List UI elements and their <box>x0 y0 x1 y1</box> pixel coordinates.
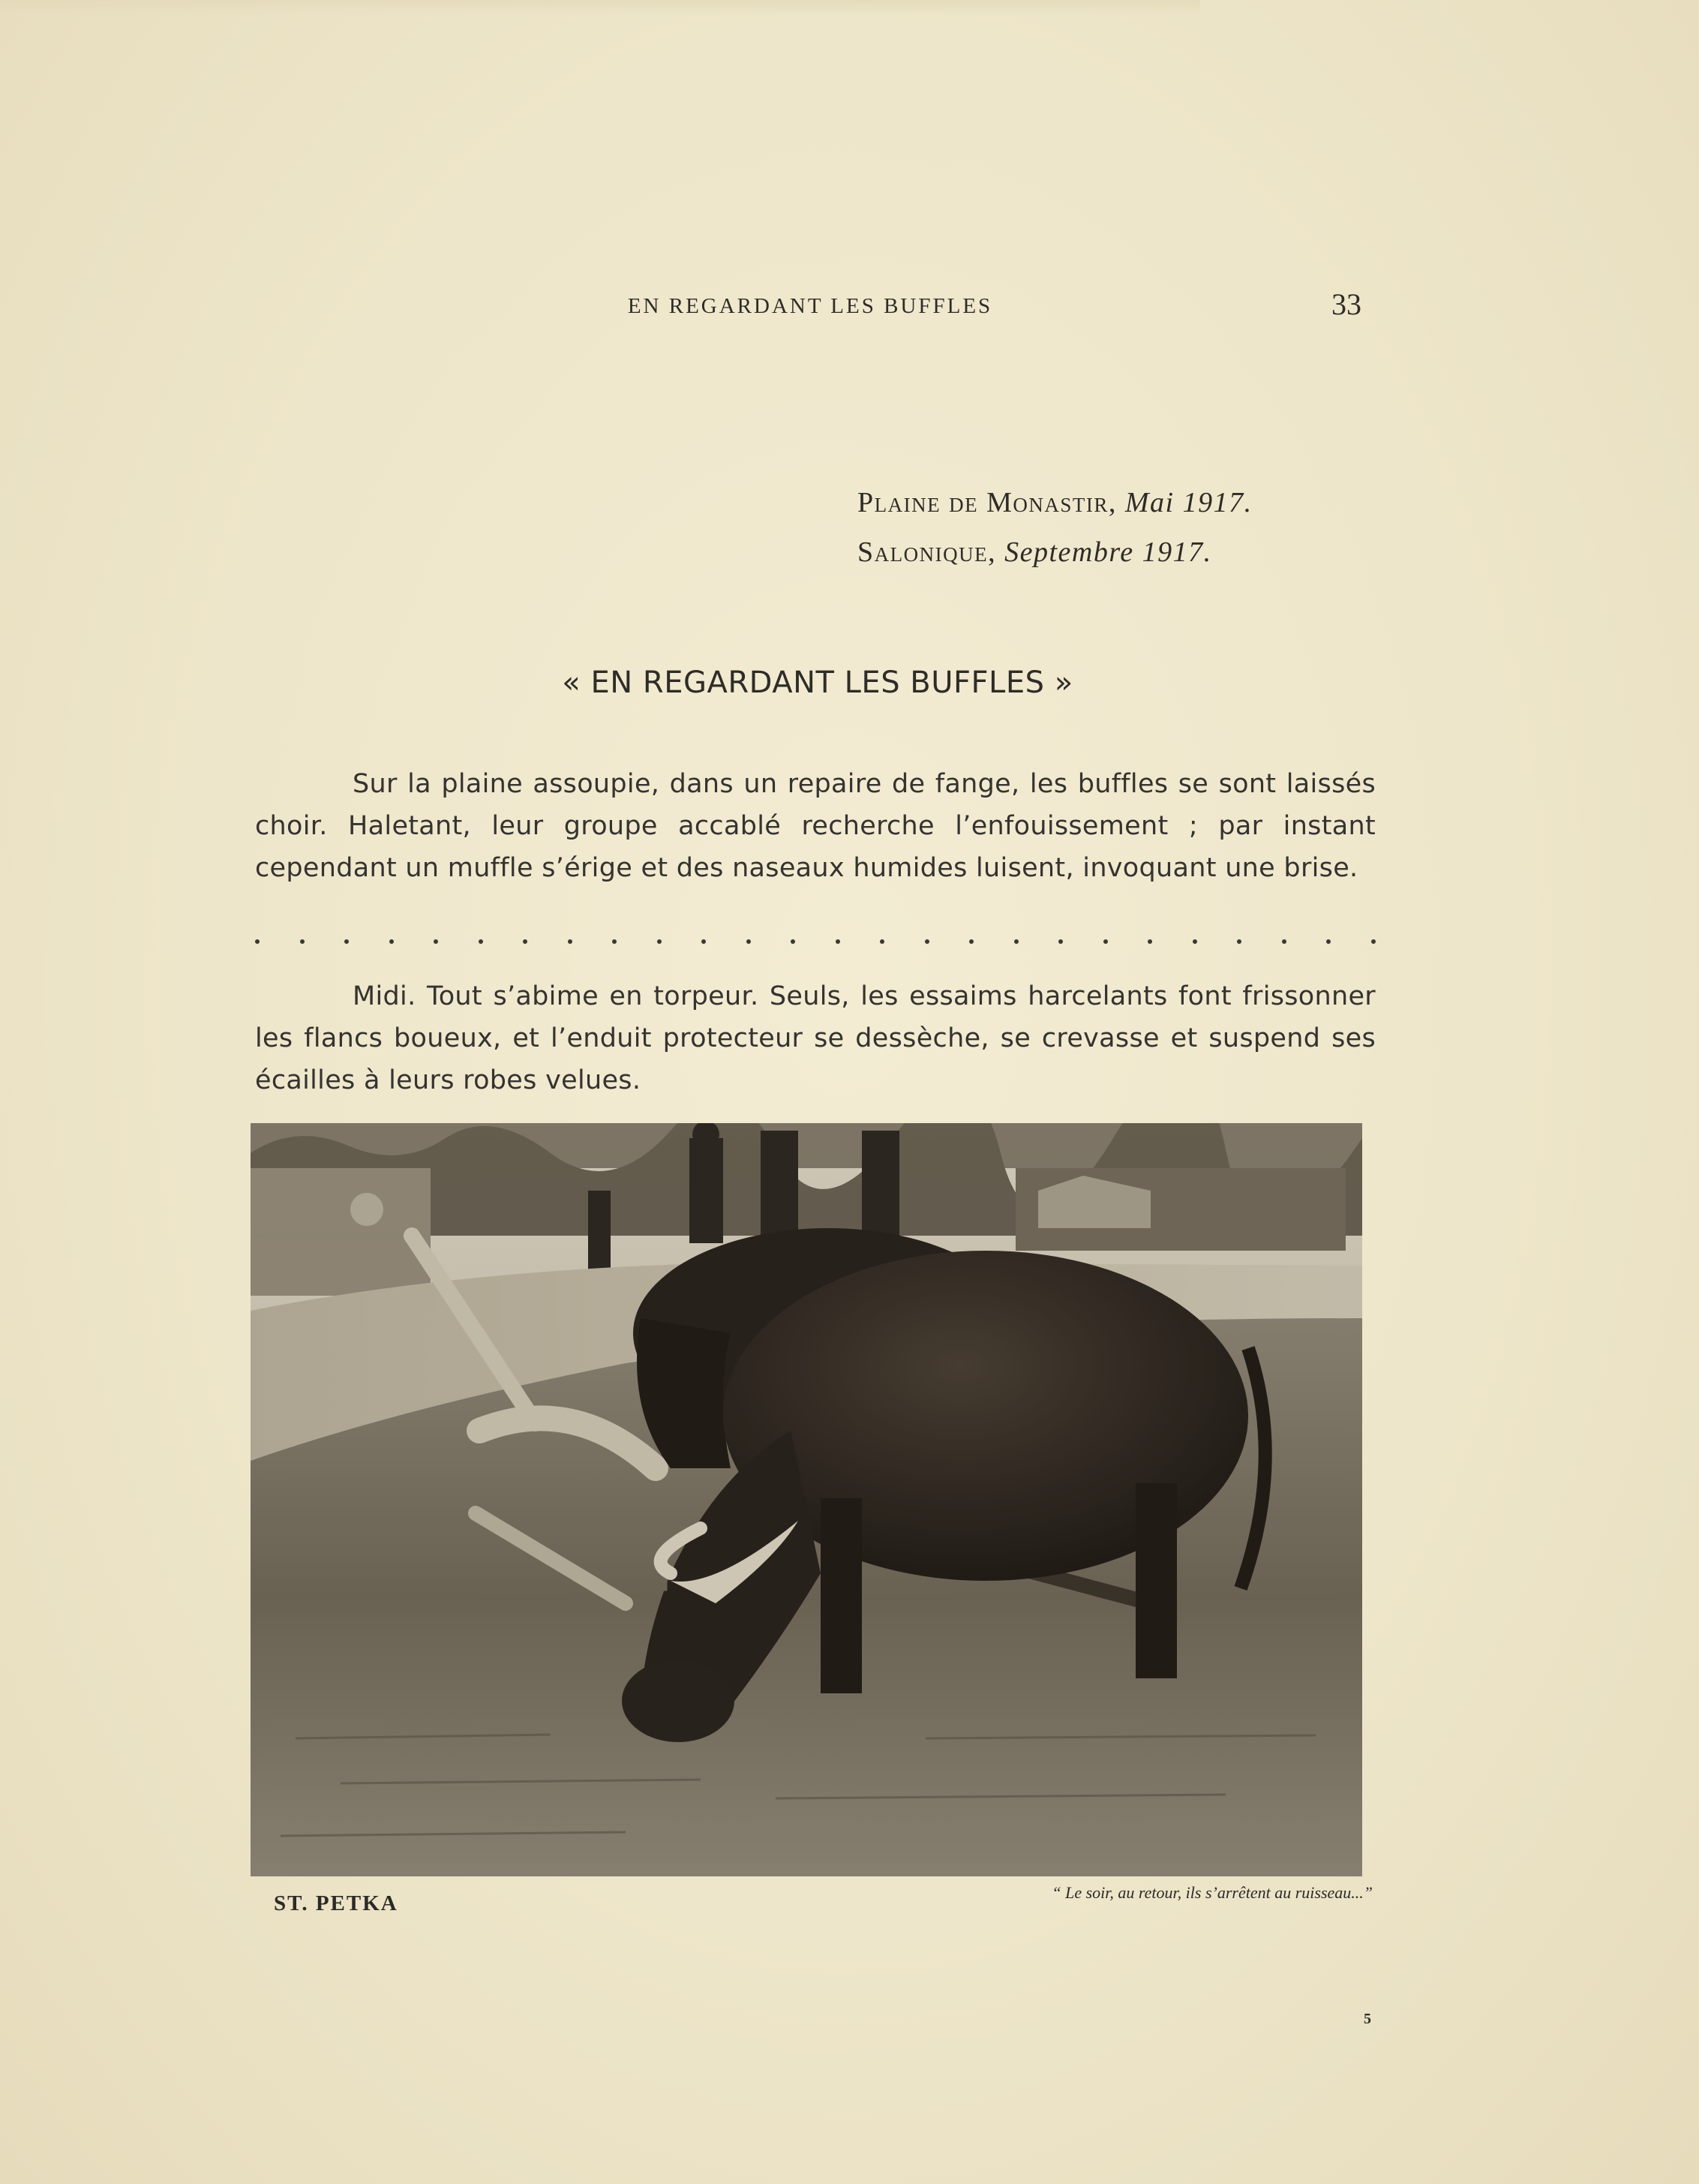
ellipsis-dot <box>479 939 483 944</box>
ellipsis-dot <box>1282 939 1286 944</box>
photograph-water-buffaloes <box>251 1123 1362 1876</box>
ellipsis-dot <box>612 939 617 944</box>
ellipsis-dot <box>1193 939 1197 944</box>
dateline-line-1 <box>857 486 1253 519</box>
ellipsis-divider <box>255 930 1376 953</box>
ellipsis-dot <box>657 939 662 944</box>
ellipsis-dot <box>434 939 438 944</box>
ellipsis-dot <box>880 939 884 944</box>
ellipsis-dot <box>925 939 929 944</box>
ellipsis-dot <box>969 939 974 944</box>
dateline-line-2 <box>857 536 1212 569</box>
ellipsis-dot <box>1326 939 1331 944</box>
dateline-date-2: Septembre 1917. <box>1004 536 1212 568</box>
dateline-place-1: Plaine de Monastir, <box>857 487 1117 518</box>
ellipsis-dot <box>836 939 840 944</box>
ellipsis-dot <box>568 939 572 944</box>
body-paragraph-1: Sur la plaine assoupie, dans un repaire de fange, les buffles se sont laissés choir. Haletant, leur groupe accablé recherche l’enfouissement ; par instant cependant un muffle s’érige et des naseaux humides luisent, invoquant une brise. <box>255 769 1376 883</box>
ellipsis-dot <box>1148 939 1152 944</box>
chapter-title: « EN REGARDANT LES BUFFLES » <box>562 665 1073 700</box>
photo-caption: “ Le soir, au retour, ils s’arrêtent au ruisseau...” <box>1052 1883 1373 1902</box>
page-number: 33 <box>1331 287 1361 321</box>
ellipsis-dot <box>389 939 394 944</box>
dateline-date-1: Mai 1917. <box>1124 487 1253 518</box>
page-edge <box>0 0 1200 15</box>
dateline-place-2: Salonique, <box>857 536 997 568</box>
ellipsis-dot <box>1237 939 1241 944</box>
photo-credit: ST. PETKA <box>274 1891 398 1915</box>
ellipsis-dot <box>344 939 349 944</box>
ellipsis-dot <box>300 939 305 944</box>
grain-overlay <box>251 1123 1362 1876</box>
ellipsis-dot <box>1058 939 1063 944</box>
ellipsis-dot <box>746 939 751 944</box>
ellipsis-dot <box>1103 939 1108 944</box>
signature-mark: 5 <box>1364 2011 1371 2027</box>
ellipsis-dot <box>523 939 527 944</box>
ellipsis-dot <box>255 939 260 944</box>
body-paragraph-2: Midi. Tout s’abime en torpeur. Seuls, les essaims harcelants font frissonner les flancs boueux, et l’enduit protecteur se dessèche, se crevasse et suspend ses écailles à leurs robes velues. <box>255 981 1376 1095</box>
running-head: EN REGARDANT LES BUFFLES <box>627 294 993 318</box>
ellipsis-dot <box>701 939 706 944</box>
ellipsis-dot <box>1371 939 1376 944</box>
ellipsis-dot <box>1014 939 1019 944</box>
ellipsis-dot <box>791 939 795 944</box>
